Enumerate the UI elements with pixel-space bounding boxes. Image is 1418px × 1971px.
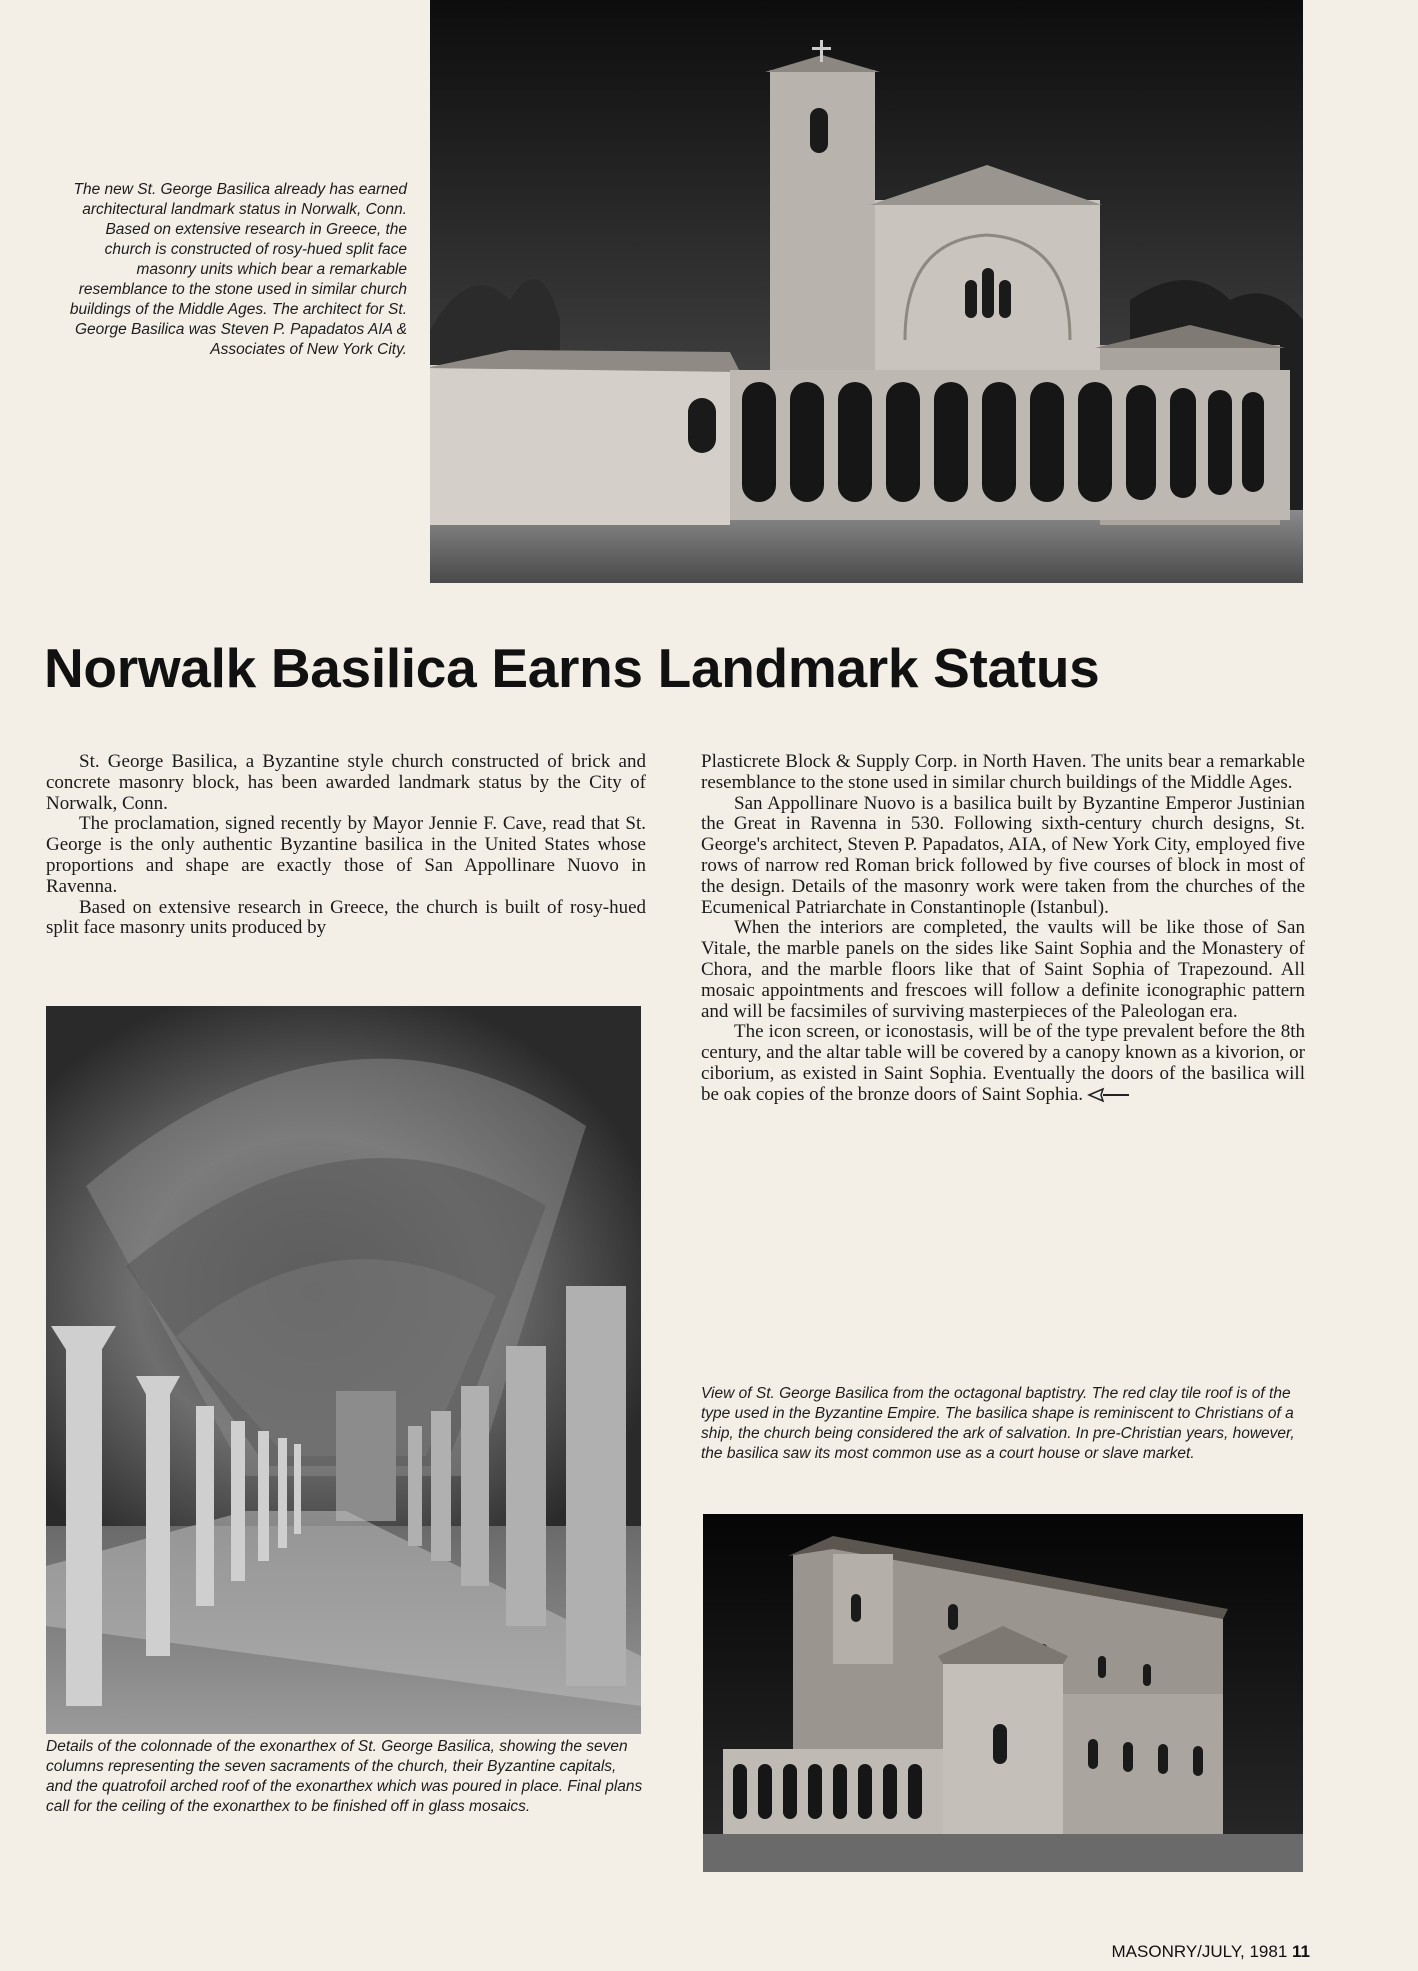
article-right-column <box>701 752 1305 1106</box>
colonnade-photo-caption: Details of the colonnade of the exonarthex of St. George Basilica, showing the seven columns representing the seven sacraments of the church, their Byzantine capitals, and the quatrofoil arched roof of the exonarthex which was poured in place. Final plans call for the ceiling of the exonarthex to be finished off in glass mosaics. <box>46 1738 643 1815</box>
baptistry-view-photo <box>703 1514 1303 1872</box>
body-paragraph: The proclamation, signed recently by Mayor Jennie F. Cave, read that St. George is the only authentic Byzantine basilica in the United States whose proportions and shape are exactly those of San Appollinare Nuovo in Ravenna. <box>46 813 646 897</box>
body-paragraph: When the interiors are completed, the vaults will be like those of San Vitale, the marble panels on the sides like Saint Sophia and the Monastery of Chora, and the marble floors like that of Saint Sophia of Trapezound. All mosaic appointments and frescoes will follow a definite iconographic pattern and will be facsimiles of surviving masterpieces of the Paleologan era. <box>701 917 1305 1022</box>
colonnade-photo <box>46 1006 641 1734</box>
page-number: 11 <box>1292 1942 1310 1961</box>
basilica-exterior-photo <box>430 0 1303 583</box>
body-paragraph-final-text: The icon screen, or iconostasis, will be of the type prevalent before the 8th century, and the altar table will be covered by a canopy known as a kivorion, or ciborium, as existed in Saint Sophia. Eventually the doors of the basilica will be oak copies of the bronze doors of Saint Sophia. <box>701 1021 1305 1105</box>
body-paragraph: Plasticrete Block & Supply Corp. in North Haven. The units bear a remarkable resemblance to the stone used in similar church buildings of the Middle Ages. <box>701 751 1305 793</box>
baptistry-photo-caption: View of St. George Basilica from the octagonal baptistry. The red clay tile roof is of the type used in the Byzantine Empire. The basilica shape is reminiscent to Christians of a ship, the church being considered the ark of salvation. In pre-Christian years, however, the basilica saw its most common use as a court house or slave market. <box>701 1385 1295 1462</box>
body-paragraph: Based on extensive research in Greece, the church is built of rosy-hued split face masonry units produced by <box>46 896 646 939</box>
body-paragraph: St. George Basilica, a Byzantine style church constructed of brick and concrete masonry block, has been awarded landmark status by the City of Norwalk, Conn. <box>46 751 646 814</box>
publication-date: MASONRY/JULY, 1981 <box>1111 1942 1288 1961</box>
page-folio <box>1112 1942 1310 1962</box>
end-of-article-mark-icon <box>1087 1087 1131 1103</box>
article-left-column <box>46 752 646 939</box>
body-paragraph-final <box>701 1022 1305 1105</box>
article-headline: Norwalk Basilica Earns Landmark Status <box>44 637 1100 699</box>
exterior-photo-caption: The new St. George Basilica already has earned architectural landmark status in Norwalk, Conn. Based on extensive research in Greece, the church is constructed of rosy-hued split face masonry units which bear a remarkable resemblance to the stone used in similar church buildings of the Middle Ages. The architect for St. George Basilica was Steven P. Papadatos AIA & Associates of New York City. <box>69 181 407 358</box>
body-paragraph: San Appollinare Nuovo is a basilica built by Byzantine Emperor Justinian the Great in Ravenna in 530. Following sixth-century church designs, St. George's architect, Steven P. Papadatos, AIA, of New York City, employed five rows of narrow red Roman brick followed by five courses of block in most of the design. Details of the masonry work were taken from the churches of the Ecumenical Patriarchate in Constantinople (Istanbul). <box>701 792 1305 918</box>
